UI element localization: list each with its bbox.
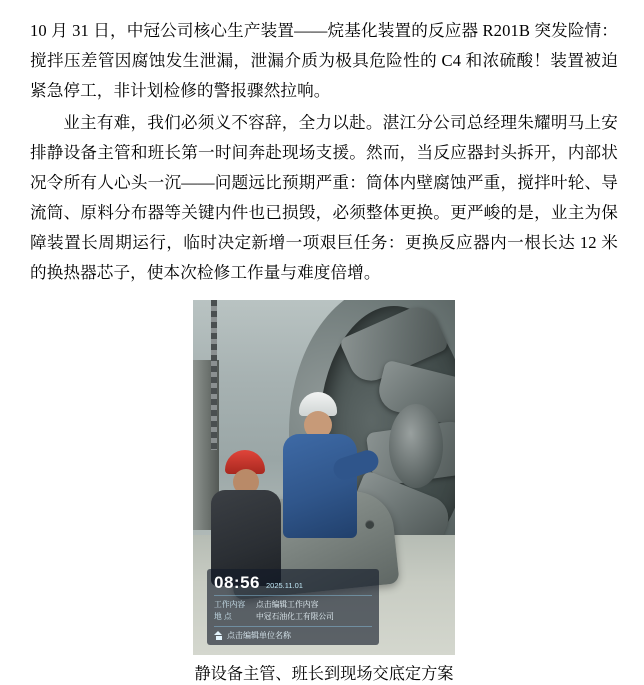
watermark-row-key: 工作内容 bbox=[214, 600, 246, 609]
watermark-row-key: 地 点 bbox=[214, 612, 232, 621]
watermark-date: 2025.11.01 bbox=[265, 581, 303, 590]
paragraph-1: 10 月 31 日，中冠公司核心生产装置——烷基化装置的反应器 R201B 突发险情：搅拌压差管因腐蚀发生泄漏，泄漏介质为极具危险性的 C4 和浓硫酸！装置被迫紧急停工，非计划检修的警报骤然拉响。 bbox=[30, 21, 618, 100]
photo-watermark-overlay bbox=[207, 569, 379, 645]
watermark-row bbox=[214, 611, 372, 623]
watermark-footer bbox=[214, 626, 372, 641]
figure-block bbox=[30, 300, 618, 685]
chain bbox=[211, 300, 217, 450]
watermark-time: 08:56 bbox=[214, 573, 260, 592]
watermark-time-row bbox=[214, 574, 372, 595]
watermark-row-value: 中冠石油化工有限公司 bbox=[256, 612, 334, 621]
watermark-row-value: 点击编辑工作内容 bbox=[256, 600, 319, 609]
paragraph-2: 业主有难，我们必须义不容辞，全力以赴。湛江分公司总经理朱耀明马上安排静设备主管和班长第一时间奔赴现场支援。然而，当反应器封头拆开，内部状况令所有人心头一沉——问题远比预期严重：筒体内壁腐蚀严重，搅拌叶轮、导流筒、原料分布器等关键内件也已损毁，必须整体更换。更严峻的是，业主为保障装置长周期运行，临时决定新增一项艰巨任务：更换反应器内一根长达 12 米的换热器芯子，使本次检修工作量与难度倍增。 bbox=[30, 113, 618, 282]
figure-caption: 静设备主管、班长到现场交底定方案 bbox=[194, 665, 454, 683]
impeller-hub bbox=[389, 404, 443, 488]
watermark-footer-label: 点击编辑单位名称 bbox=[227, 631, 291, 640]
home-icon bbox=[214, 631, 223, 640]
watermark-fields bbox=[214, 595, 372, 623]
watermark-row bbox=[214, 599, 372, 611]
site-photo bbox=[193, 300, 455, 655]
